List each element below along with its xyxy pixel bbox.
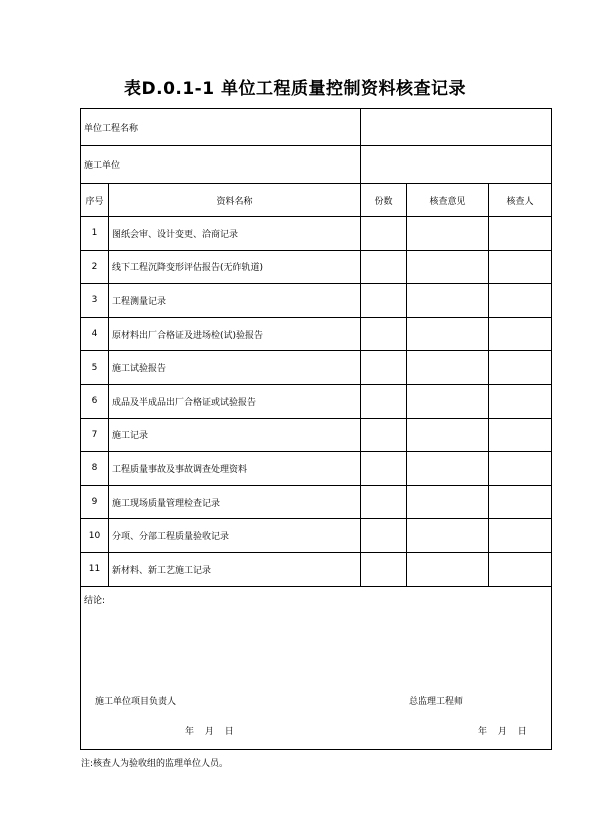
row-checker[interactable]: [489, 317, 552, 351]
construction-manager-label: 施工单位项目负责人: [95, 696, 177, 707]
footnote: 注:核查人为验收组的监理单位人员。: [81, 759, 229, 769]
row-seq: 2: [81, 250, 109, 284]
row-opinion[interactable]: [407, 217, 489, 251]
table-row: [81, 351, 552, 385]
row-opinion[interactable]: [407, 485, 489, 519]
row-opinion[interactable]: [407, 284, 489, 318]
col-copies-header: 份数: [361, 184, 407, 217]
table-row: [81, 284, 552, 318]
column-header-row: [81, 184, 552, 217]
row-copies[interactable]: [361, 452, 407, 486]
row-opinion[interactable]: [407, 418, 489, 452]
col-opinion-header: 核查意见: [407, 184, 489, 217]
date-left: 年 月 日: [185, 726, 234, 737]
inspection-table: [80, 108, 552, 750]
row-opinion[interactable]: [407, 250, 489, 284]
unit-project-name-value[interactable]: [361, 109, 552, 146]
row-seq: 6: [81, 384, 109, 418]
table-row: [81, 418, 552, 452]
row-seq: 1: [81, 217, 109, 251]
row-seq: 7: [81, 418, 109, 452]
table-row: [81, 217, 552, 251]
row-checker[interactable]: [489, 384, 552, 418]
table-row: [81, 552, 552, 586]
row-seq: 4: [81, 317, 109, 351]
row-opinion[interactable]: [407, 384, 489, 418]
row-seq: 3: [81, 284, 109, 318]
row-checker[interactable]: [489, 284, 552, 318]
row-opinion[interactable]: [407, 351, 489, 385]
row-name: 工程质量事故及事故调查处理资料: [109, 452, 361, 486]
row-name: 原材料出厂合格证及进场检(试)验报告: [109, 317, 361, 351]
row-copies[interactable]: [361, 519, 407, 553]
conclusion-cell[interactable]: [81, 586, 552, 749]
table-row: [81, 250, 552, 284]
row-copies[interactable]: [361, 552, 407, 586]
row-copies[interactable]: [361, 217, 407, 251]
chief-supervisor-label: 总监理工程师: [409, 696, 464, 707]
row-name: 施工试验报告: [109, 351, 361, 385]
row-checker[interactable]: [489, 452, 552, 486]
row-copies[interactable]: [361, 485, 407, 519]
row-seq: 11: [81, 552, 109, 586]
col-checker-header: 核查人: [489, 184, 552, 217]
row-name: 分项、分部工程质量验收记录: [109, 519, 361, 553]
row-name: 施工现场质量管理检查记录: [109, 485, 361, 519]
row-seq: 8: [81, 452, 109, 486]
row-checker[interactable]: [489, 418, 552, 452]
row-name: 新材料、新工艺施工记录: [109, 552, 361, 586]
row-opinion[interactable]: [407, 452, 489, 486]
col-name-header: 资料名称: [109, 184, 361, 217]
row-checker[interactable]: [489, 519, 552, 553]
row-checker[interactable]: [489, 351, 552, 385]
unit-project-name-row: [81, 109, 552, 146]
row-name: 成品及半成品出厂合格证或试验报告: [109, 384, 361, 418]
table-row: [81, 485, 552, 519]
row-copies[interactable]: [361, 418, 407, 452]
construction-unit-label: 施工单位: [81, 146, 361, 184]
date-right: 年 月 日: [478, 726, 527, 737]
table-row: [81, 317, 552, 351]
table-row: [81, 384, 552, 418]
table-row: [81, 519, 552, 553]
row-seq: 9: [81, 485, 109, 519]
conclusion-label: 结论:: [84, 595, 106, 606]
col-seq-header: 序号: [81, 184, 109, 217]
conclusion-row: [81, 586, 552, 749]
row-seq: 10: [81, 519, 109, 553]
construction-unit-row: [81, 146, 552, 184]
row-seq: 5: [81, 351, 109, 385]
row-name: 图纸会审、设计变更、洽商记录: [109, 217, 361, 251]
row-copies[interactable]: [361, 317, 407, 351]
row-copies[interactable]: [361, 351, 407, 385]
row-checker[interactable]: [489, 552, 552, 586]
row-checker[interactable]: [489, 485, 552, 519]
construction-unit-value[interactable]: [361, 146, 552, 184]
page-title: 表D.0.1-1 单位工程质量控制资料核查记录: [124, 79, 466, 99]
row-name: 线下工程沉降变形评估报告(无砟轨道): [109, 250, 361, 284]
row-copies[interactable]: [361, 284, 407, 318]
table-row: [81, 452, 552, 486]
row-checker[interactable]: [489, 250, 552, 284]
row-opinion[interactable]: [407, 519, 489, 553]
row-checker[interactable]: [489, 217, 552, 251]
row-name: 施工记录: [109, 418, 361, 452]
row-copies[interactable]: [361, 384, 407, 418]
row-opinion[interactable]: [407, 552, 489, 586]
row-opinion[interactable]: [407, 317, 489, 351]
unit-project-name-label: 单位工程名称: [81, 109, 361, 146]
row-copies[interactable]: [361, 250, 407, 284]
row-name: 工程测量记录: [109, 284, 361, 318]
